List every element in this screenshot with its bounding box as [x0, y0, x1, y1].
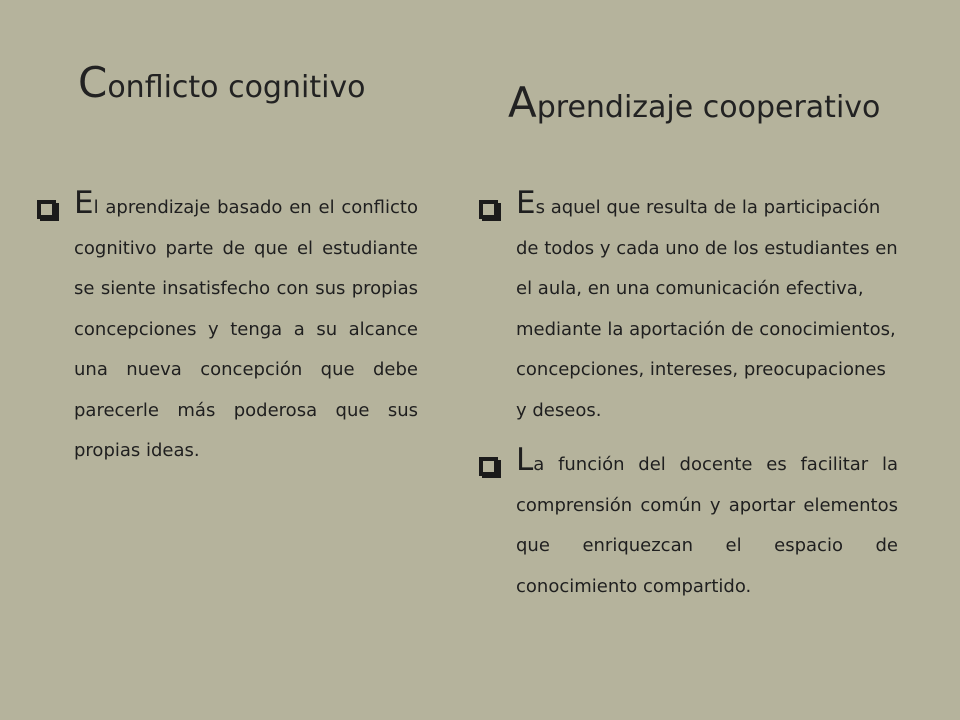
right-heading-cap: A [508, 78, 537, 127]
list-item [478, 185, 898, 431]
checkbox-square-icon [478, 198, 502, 222]
right-heading [508, 78, 880, 127]
right-paragraph-2-text: a función del docente es facilitar la comprensión común y aportar elementos que enriquezcan el espacio de conocimiento compartido. [516, 454, 898, 597]
right-paragraph-1-cap: E [516, 185, 536, 221]
right-column [478, 185, 898, 607]
right-paragraph-1 [516, 185, 898, 431]
right-heading-rest: prendizaje cooperativo [536, 90, 881, 125]
right-paragraph-1-text: s aquel que resulta de la participación de todos y cada uno de los estudiantes en el aula, en una comunicación efectiva, mediante la aportación de conocimientos, concepciones, intereses, preocupaciones y deseos. [516, 197, 898, 421]
left-paragraph [74, 185, 418, 472]
left-column [36, 185, 418, 472]
left-heading [78, 58, 366, 107]
checkbox-square-icon [36, 198, 60, 222]
list-item [478, 442, 898, 607]
right-paragraph-2-cap: L [516, 442, 534, 478]
left-heading-rest: onflicto cognitivo [107, 70, 366, 105]
right-paragraph-2 [516, 442, 898, 607]
list-item [36, 185, 418, 472]
left-paragraph-cap: E [74, 185, 94, 221]
checkbox-square-icon [478, 455, 502, 479]
left-heading-cap: C [78, 58, 108, 107]
left-paragraph-text: l aprendizaje basado en el conflicto cognitivo parte de que el estudiante se siente insatisfecho con sus propias concepciones y tenga a su alcance una nueva concepción que debe parecerle más poderosa que sus propias ideas. [74, 197, 418, 461]
